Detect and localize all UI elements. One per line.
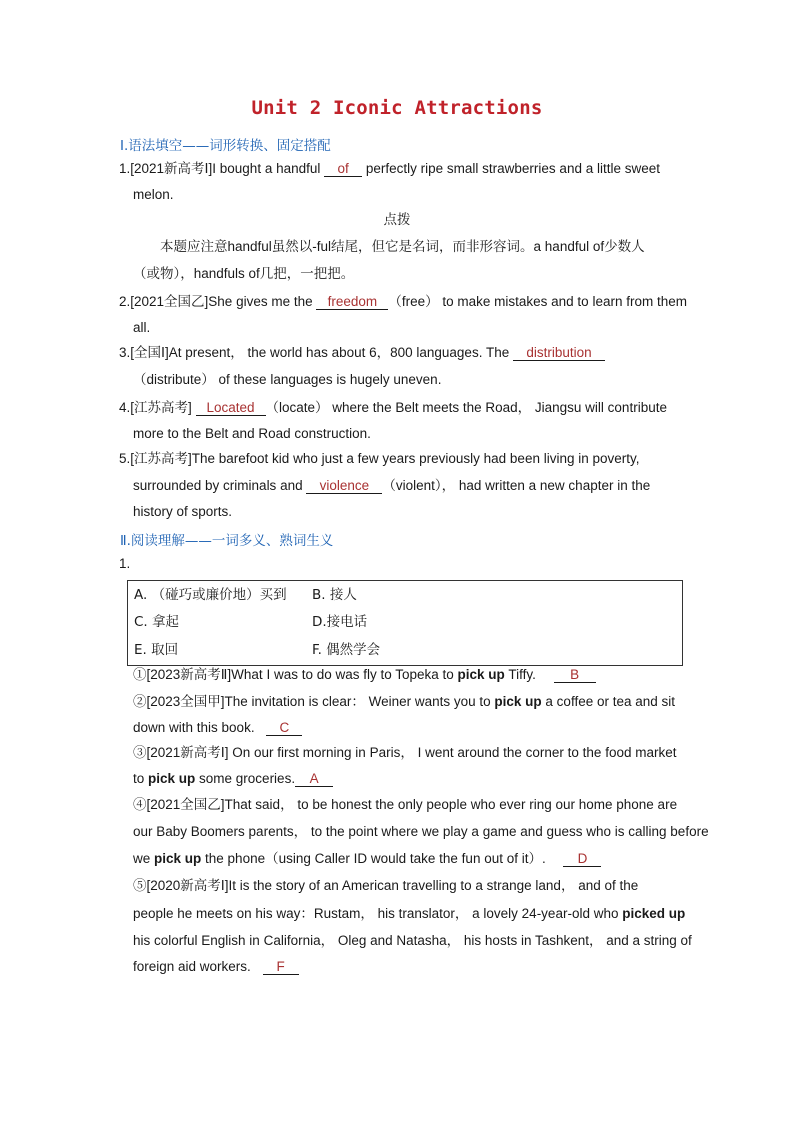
answer-blank: Located	[196, 400, 266, 416]
tip-line-2: （或物），handfuls of几把，一把把。	[133, 266, 355, 281]
tip-label: 点拨	[383, 212, 411, 227]
sentence-3-line-1: ③[2021新高考Ⅰ] On our first morning in Paris， I went around the corner to the food market	[133, 745, 677, 760]
option-c: C. 拿起	[134, 614, 180, 630]
reading-question-number: 1.	[119, 556, 131, 571]
sentence-4-line-1: ④[2021全国乙]That said， to be honest the only people who ever ring our home phone are	[133, 797, 678, 812]
sentence-4-line-2: our Baby Boomers parents， to the point where we play a game and guess who is calling before	[133, 824, 709, 839]
question-2-line-1: 2.[2021全国乙]She gives me the freedom （free） to make mistakes and to learn from them	[119, 294, 687, 309]
answer-blank: C	[266, 720, 302, 736]
sentence-2-line-2: down with this book. C	[133, 719, 302, 737]
option-b: B. 接人	[312, 587, 357, 603]
question-1-line-1: 1.[2021新高考Ⅰ]I bought a handful of perfectly ripe small strawberries and a little sweet	[119, 161, 660, 176]
answer-blank: violence	[306, 478, 382, 494]
answer-blank: of	[324, 161, 362, 177]
answer-blank: D	[563, 851, 601, 867]
answer-blank: F	[263, 959, 299, 975]
question-1-line-2: melon.	[133, 187, 174, 202]
question-4-line-2: more to the Belt and Road construction.	[133, 426, 371, 441]
section-heading-reading: Ⅱ.阅读理解——一词多义、熟词生义	[120, 533, 334, 549]
option-f: F. 偶然学会	[312, 642, 381, 658]
sentence-1-line-1: ①[2023新高考Ⅱ]What I was to do was fly to Topeka to pick up Tiffy. B	[133, 666, 596, 684]
sentence-3-line-2: to pick up some groceries. A	[133, 770, 333, 788]
section-heading-grammar: Ⅰ.语法填空——词形转换、固定搭配	[120, 138, 331, 154]
question-4-line-1: 4.[江苏高考] Located （locate） where the Belt meets the Road， Jiangsu will contribute	[119, 400, 667, 415]
option-d: D.接电话	[312, 614, 368, 630]
option-a: A. （碰巧或廉价地）买到	[134, 587, 287, 603]
sentence-4-line-3: we pick up the phone（using Caller ID would take the fun out of it）. D	[133, 850, 601, 868]
question-2-line-2: all.	[133, 320, 151, 335]
sentence-5-line-2: people he meets on his way：Rustam， his translator， a lovely 24-year-old who picked up	[133, 906, 686, 921]
question-5-line-1: 5.[江苏高考]The barefoot kid who just a few years previously had been living in poverty,	[119, 451, 640, 466]
question-5-line-3: history of sports.	[133, 504, 233, 519]
sentence-5-line-4: foreign aid workers. F	[133, 958, 299, 976]
answer-blank: A	[295, 771, 333, 787]
sentence-5-line-3: his colorful English in California， Oleg and Natasha， his hosts in Tashkent， and a string of	[133, 933, 692, 948]
question-5-line-2: surrounded by criminals and violence （violent）， had written a new chapter in the	[133, 478, 651, 493]
tip-line-1: 本题应注意handful虽然以-ful结尾，但它是名词，而非形容词。a handful of少数人	[160, 239, 645, 254]
options-box	[127, 580, 683, 666]
sentence-2-line-1: ②[2023全国甲]The invitation is clear： Weiner wants you to pick up a coffee or tea and sit	[133, 694, 676, 709]
sentence-5-line-1: ⑤[2020新高考Ⅰ]It is the story of an American travelling to a strange land， and of the	[133, 878, 639, 893]
answer-blank: B	[554, 667, 596, 683]
question-3-line-2: （distribute） of these languages is hugely uneven.	[133, 372, 442, 387]
answer-blank: distribution	[513, 345, 605, 361]
page-title: Unit 2 Iconic Attractions	[251, 97, 543, 119]
answer-blank: freedom	[316, 294, 388, 310]
question-3-line-1: 3.[全国Ⅰ]At present， the world has about 6，800 languages. The distribution	[119, 344, 605, 362]
option-e: E. 取回	[134, 642, 179, 658]
